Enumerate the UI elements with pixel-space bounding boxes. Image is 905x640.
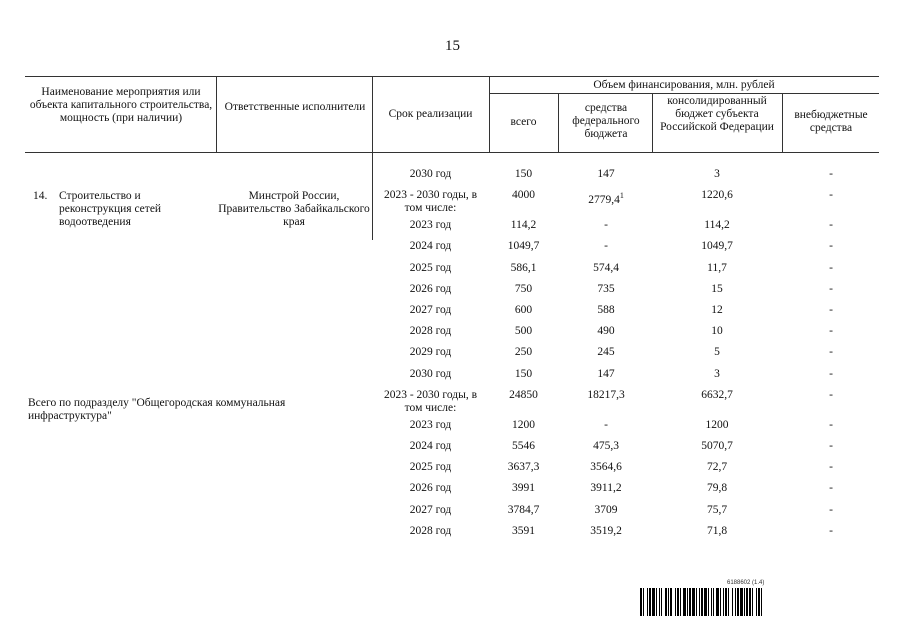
row-offbudget: - — [829, 189, 833, 202]
row-offbudget: - — [829, 388, 833, 401]
row-regional: 5 — [714, 346, 720, 359]
row-offbudget: - — [829, 503, 833, 516]
row-total: 250 — [514, 346, 533, 359]
row-period: 2026 год — [409, 482, 452, 495]
row-federal: 147 — [597, 168, 615, 180]
row-total: 150 — [514, 168, 533, 180]
row-regional: 12 — [711, 304, 723, 316]
header-period: Срок реализации — [388, 108, 473, 120]
row-offbudget: - — [829, 524, 833, 537]
row-federal: 490 — [597, 325, 615, 338]
barcode-caption: 6188602 (1.4) — [727, 580, 765, 586]
row-regional: 3 — [714, 168, 720, 180]
row-regional: 1220,6 — [701, 189, 733, 202]
header-total: всего — [510, 116, 537, 128]
row-offbudget: - — [829, 440, 833, 452]
row-federal: 18217,3 — [587, 388, 625, 401]
barcode — [640, 588, 858, 616]
header-divider-2 — [372, 76, 373, 240]
row-federal: - — [604, 418, 608, 431]
section-responsible: Минстрой России, Правительство Забайкальского края — [218, 190, 370, 228]
header-divider-6 — [782, 93, 783, 152]
row-offbudget: - — [829, 418, 833, 431]
row-federal: 3564,6 — [590, 461, 622, 474]
row-regional: 11,7 — [707, 261, 727, 274]
row-total: 586,1 — [510, 261, 537, 274]
row-federal: - — [604, 240, 608, 253]
row-offbudget: - — [829, 367, 833, 380]
row-regional: 10 — [711, 325, 723, 338]
row-offbudget: - — [829, 346, 833, 359]
row-regional: 79,8 — [706, 482, 728, 495]
row-regional: 3 — [714, 367, 720, 380]
row-offbudget: - — [829, 482, 833, 495]
row-period: 2023 - 2030 годы, в том числе: — [383, 388, 478, 414]
row-total: 1200 — [512, 418, 535, 431]
row-offbudget: - — [829, 304, 833, 316]
row-regional: 1049,7 — [701, 240, 733, 253]
row-offbudget: - — [829, 168, 833, 180]
row-federal: 735 — [597, 282, 615, 295]
row-period: 2030 год — [409, 168, 452, 180]
row-federal: 3911,2 — [590, 482, 622, 495]
header-federal: средства федерального бюджета — [572, 102, 640, 140]
row-total: 500 — [514, 325, 533, 338]
row-period: 2029 год — [409, 346, 452, 359]
row-offbudget: - — [829, 325, 833, 338]
header-financing: Объем финансирования, млн. рублей — [593, 79, 775, 91]
row-total: 3991 — [512, 482, 535, 495]
row-total: 5546 — [512, 440, 535, 452]
row-federal: 3709 — [594, 503, 618, 516]
section-title: Строительство и реконструкция сетей водоотведения — [59, 190, 162, 228]
row-federal: 2779,4$^1$ — [588, 191, 624, 207]
row-period: 2028 год — [409, 325, 452, 338]
row-period: 2026 год — [409, 282, 452, 295]
row-total: 4000 — [512, 189, 535, 202]
row-total: 600 — [514, 304, 533, 316]
page-number: 15 — [445, 38, 460, 54]
footnote-marker: 1 — [619, 191, 624, 201]
row-period: 2025 год — [409, 461, 452, 474]
row-period: 2023 год — [409, 418, 452, 431]
row-federal: 475,3 — [593, 440, 619, 452]
header-responsible: Ответственные исполнители — [224, 101, 366, 113]
row-federal: 588 — [597, 304, 615, 316]
row-period: 2030 год — [409, 367, 452, 380]
row-federal: 3519,2 — [590, 524, 622, 537]
row-period: 2024 год — [409, 240, 452, 253]
row-offbudget: - — [829, 219, 833, 232]
row-total: 3637,3 — [507, 461, 540, 474]
header-bottom-rule — [25, 152, 879, 153]
subtotal-title: Всего по подразделу "Общегородская коммунальная инфраструктура" — [28, 397, 286, 422]
row-regional: 114,2 — [704, 219, 730, 232]
header-top-rule — [25, 76, 879, 77]
financing-rule — [489, 93, 879, 94]
row-offbudget: - — [829, 461, 833, 474]
row-federal: - — [604, 219, 608, 232]
row-total: 150 — [514, 367, 533, 380]
row-total: 3784,7 — [507, 503, 540, 516]
row-total: 3591 — [512, 524, 535, 537]
row-regional: 71,8 — [706, 524, 728, 537]
row-federal: 245 — [597, 346, 615, 359]
row-regional: 6632,7 — [701, 388, 733, 401]
header-regional: консолидированный бюджет субъекта Российской Федерации — [660, 95, 774, 133]
row-total: 1049,7 — [507, 240, 540, 253]
section-number: 14. — [33, 190, 48, 202]
row-regional: 5070,7 — [701, 440, 733, 452]
row-regional: 1200 — [705, 418, 729, 431]
row-regional: 72,7 — [706, 461, 728, 474]
row-federal: 147 — [597, 367, 615, 380]
row-period: 2027 год — [409, 503, 452, 516]
row-federal: 574,4 — [593, 261, 619, 274]
row-period: 2023 год — [409, 219, 452, 232]
header-divider-5 — [652, 93, 653, 152]
row-offbudget: - — [829, 240, 833, 253]
row-regional: 75,7 — [706, 503, 728, 516]
row-offbudget: - — [829, 261, 833, 274]
header-offbudget: внебюджетные средства — [794, 109, 868, 134]
row-offbudget: - — [829, 282, 833, 295]
row-total: 750 — [514, 282, 533, 295]
row-period: 2025 год — [409, 261, 452, 274]
row-period: 2028 год — [409, 524, 452, 537]
row-regional: 15 — [711, 282, 723, 295]
row-total: 114,2 — [510, 219, 537, 232]
header-name: Наименование мероприятия или объекта капитального строительства, мощность (при наличии) — [29, 86, 213, 124]
row-period: 2023 - 2030 годы, в том числе: — [383, 189, 478, 215]
row-total: 24850 — [509, 388, 538, 401]
row-period: 2027 год — [409, 304, 452, 316]
header-divider-4 — [558, 93, 559, 152]
row-period: 2024 год — [409, 440, 452, 452]
header-divider-1 — [216, 76, 217, 152]
